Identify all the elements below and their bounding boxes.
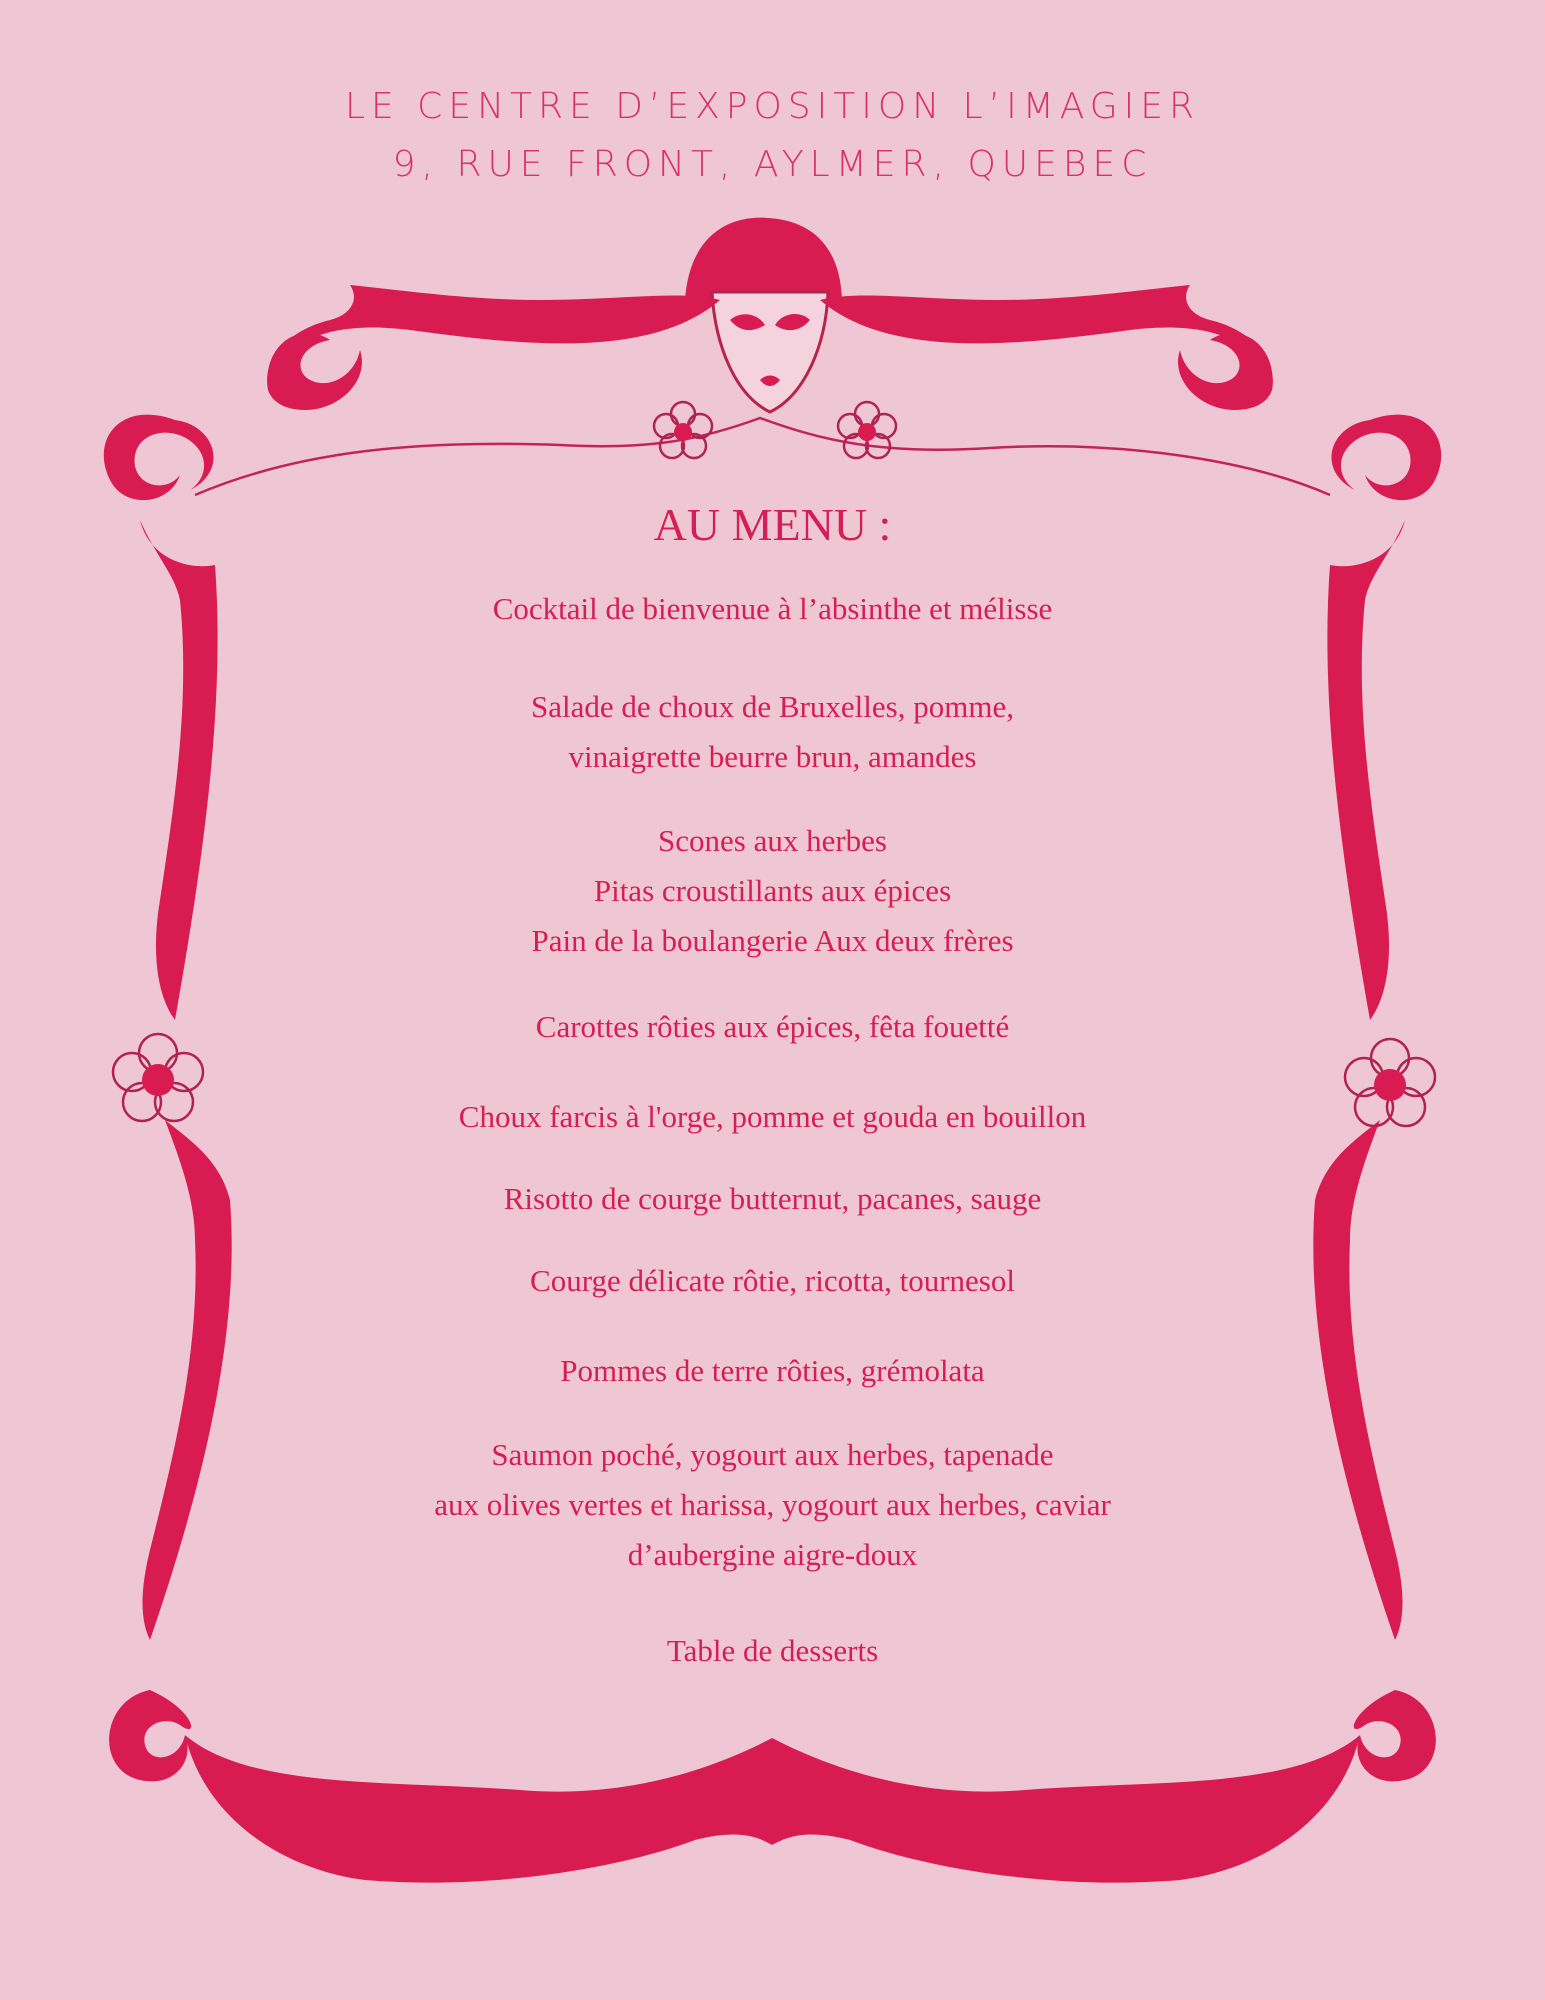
menu-item-line: d’aubergine aigre-doux xyxy=(627,1537,918,1572)
menu-item xyxy=(0,1430,1545,1580)
venue-name: LE CENTRE D’EXPOSITION L’IMAGIER xyxy=(344,86,1201,127)
menu-item-line: Table de desserts xyxy=(666,1633,879,1668)
menu-title: AU MENU : xyxy=(653,499,892,550)
menu-item xyxy=(0,1626,1545,1676)
menu-item-line: Pain de la boulangerie Aux deux frères xyxy=(531,923,1014,958)
menu-item xyxy=(0,816,1545,966)
menu-item xyxy=(0,1174,1545,1224)
menu-item-line: Courge délicate rôtie, ricotta, tournesol xyxy=(530,1263,1015,1298)
venue-address: 9, RUE FRONT, AYLMER, QUEBEC xyxy=(392,144,1153,185)
pierrot-mask-icon xyxy=(685,218,842,412)
menu-item-line: Choux farcis à l'orge, pomme et gouda en bouillon xyxy=(458,1099,1087,1134)
venue-header xyxy=(0,78,1545,194)
menu-item-line: Pitas croustillants aux épices xyxy=(593,873,952,908)
menu-item-line: Salade de choux de Bruxelles, pomme, xyxy=(531,689,1014,724)
menu-list xyxy=(0,584,1545,1676)
menu-item-line: Saumon poché, yogourt aux herbes, tapenade xyxy=(491,1437,1054,1472)
menu-item-line: Pommes de terre rôties, grémolata xyxy=(560,1353,985,1388)
menu-item-line: Cocktail de bienvenue à l’absinthe et mélisse xyxy=(492,591,1053,626)
menu-item xyxy=(0,1256,1545,1306)
menu-item xyxy=(0,1002,1545,1052)
menu-item xyxy=(0,1092,1545,1142)
menu-item-line: aux olives vertes et harissa, yogourt aux herbes, caviar xyxy=(434,1487,1111,1522)
menu-item-line: Carottes rôties aux épices, fêta fouetté xyxy=(535,1009,1010,1044)
menu-item-line: vinaigrette beurre brun, amandes xyxy=(568,739,977,774)
menu-item-line: Risotto de courge butternut, pacanes, sauge xyxy=(503,1181,1042,1216)
menu-item-line: Scones aux herbes xyxy=(658,823,887,858)
menu-item xyxy=(0,584,1545,634)
menu-item xyxy=(0,1346,1545,1396)
menu-item xyxy=(0,682,1545,782)
menu-section xyxy=(0,498,1545,1676)
